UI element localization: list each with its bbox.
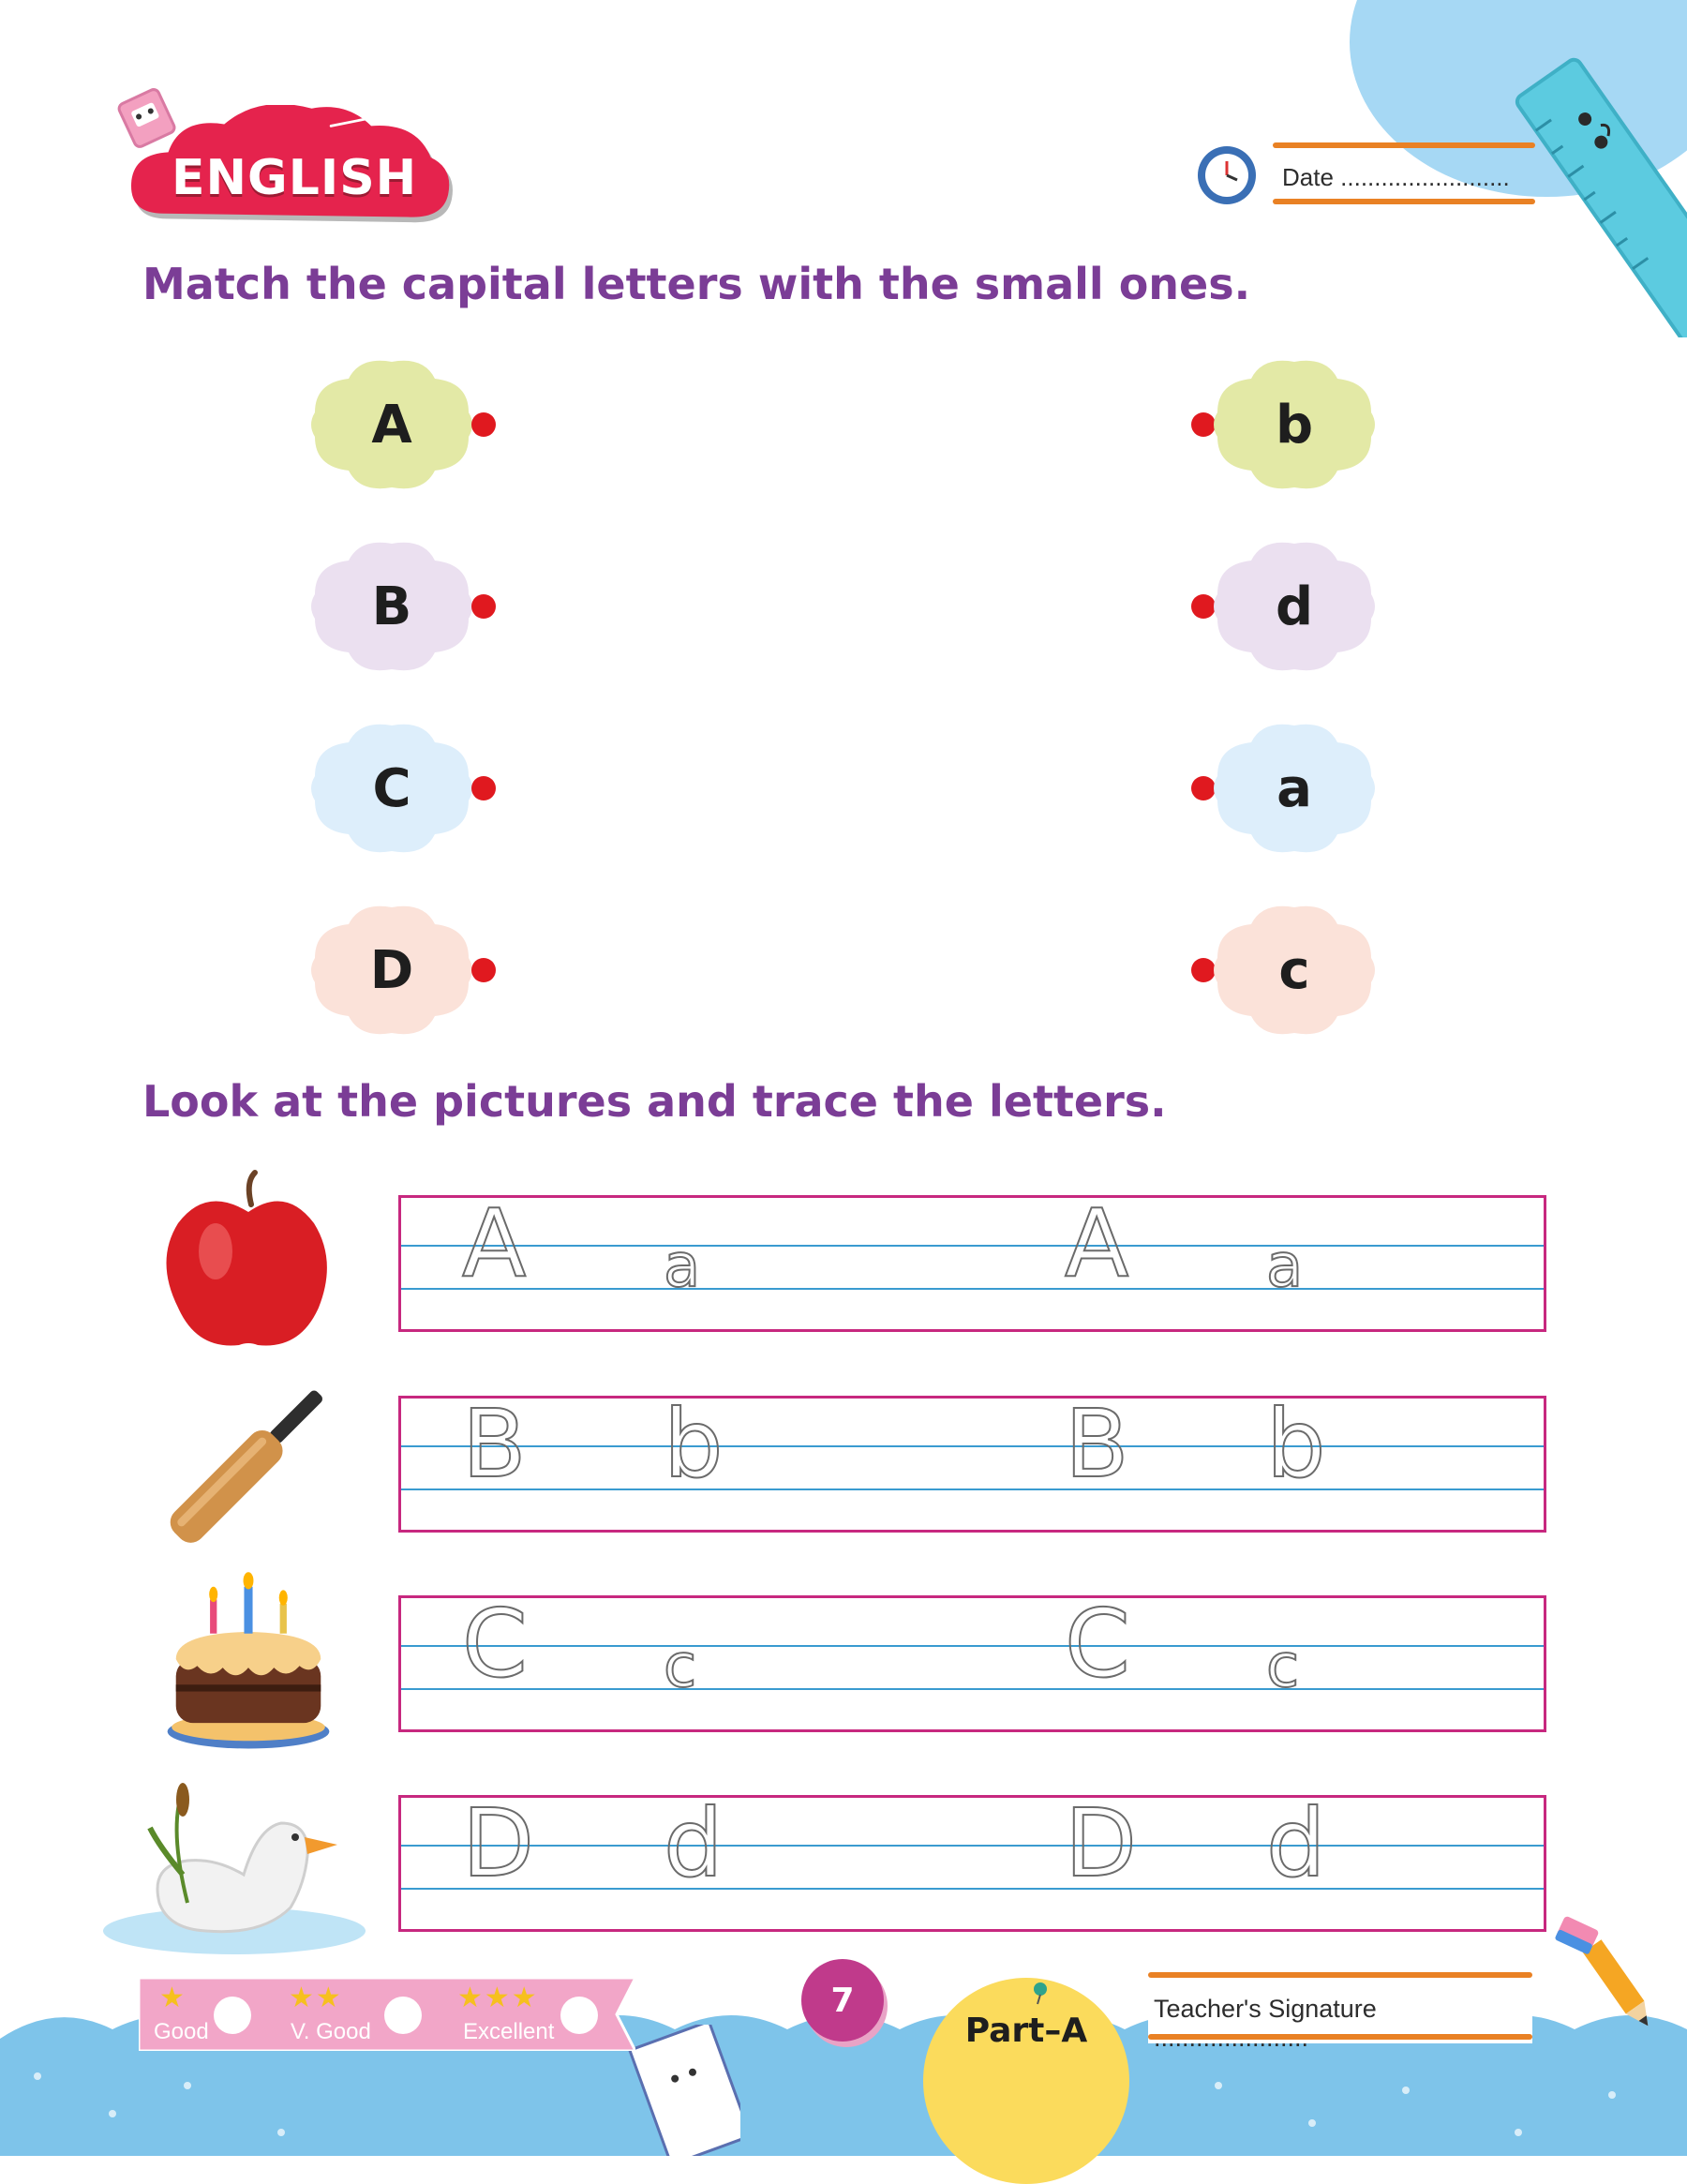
capital-letter: C xyxy=(372,757,411,819)
date-bottom-line xyxy=(1273,199,1535,204)
tracing-row[interactable] xyxy=(398,1189,1546,1332)
small-letter-card xyxy=(1214,718,1375,859)
capital-letter: B xyxy=(371,576,412,637)
capital-letter-card xyxy=(311,354,472,495)
trace-letter-upper: B xyxy=(462,1389,527,1499)
apple-icon xyxy=(141,1167,356,1354)
rating-vgood-label: V. Good xyxy=(291,2019,371,2044)
trace-letter-lower: d xyxy=(1266,1788,1326,1898)
match-dot-left[interactable] xyxy=(471,776,496,800)
subject-badge xyxy=(120,77,476,246)
small-letter-card xyxy=(1214,354,1375,495)
trace-letter-upper: C xyxy=(462,1589,528,1698)
trace-letter-upper: A xyxy=(462,1189,527,1298)
rating-bar xyxy=(139,1978,635,2051)
trace-letter-lower: b xyxy=(1266,1389,1326,1499)
rating-excellent-label: Excellent xyxy=(463,2019,555,2044)
capital-letter: A xyxy=(371,394,412,456)
three-stars-icon: ★★★ xyxy=(457,1982,539,2014)
subject-title: ENGLISH xyxy=(172,150,418,206)
match-dot-left[interactable] xyxy=(471,594,496,619)
capital-letter-card xyxy=(311,536,472,677)
trace-letter-upper: A xyxy=(1065,1189,1129,1298)
small-letter-card xyxy=(1214,900,1375,1040)
cake-icon xyxy=(141,1565,356,1753)
two-stars-icon: ★★ xyxy=(289,1982,343,2014)
capital-letter: D xyxy=(369,939,414,1001)
rating-vgood-circle[interactable] xyxy=(384,1997,422,2034)
clock-icon xyxy=(1198,146,1256,204)
small-letter: d xyxy=(1275,576,1314,637)
match-dot-right[interactable] xyxy=(1191,958,1216,982)
teacher-signature-field[interactable] xyxy=(1148,1968,1532,2043)
match-dot-left[interactable] xyxy=(471,412,496,437)
pencil-icon xyxy=(1546,1912,1678,2043)
match-dot-right[interactable] xyxy=(1191,412,1216,437)
part-label: Part–A xyxy=(964,2012,1088,2050)
match-dot-left[interactable] xyxy=(471,958,496,982)
small-letter: c xyxy=(1278,939,1310,1001)
match-instruction: Match the capital letters with the small ones. xyxy=(142,259,1251,309)
duck-icon xyxy=(94,1772,375,1959)
capital-letter-card xyxy=(311,718,472,859)
part-label-circle xyxy=(923,1978,1129,2184)
trace-letter-lower: a xyxy=(1266,1232,1304,1301)
sharpener-icon xyxy=(111,77,186,152)
trace-letter-lower: b xyxy=(664,1389,724,1499)
rating-good-circle[interactable] xyxy=(214,1997,251,2034)
teacher-signature-label: Teacher's Signature xyxy=(1154,1995,1377,2023)
star-icon: ★ xyxy=(159,1982,185,2014)
tracing-row[interactable] xyxy=(398,1389,1546,1533)
trace-letter-lower: c xyxy=(664,1632,697,1701)
small-letter: b xyxy=(1275,394,1314,456)
rating-good-label: Good xyxy=(154,2019,209,2044)
small-letter: a xyxy=(1276,757,1312,819)
tracing-row[interactable] xyxy=(398,1788,1546,1932)
small-letter-card xyxy=(1214,536,1375,677)
tracing-row[interactable] xyxy=(398,1589,1546,1732)
pin-icon xyxy=(1026,1978,1054,2006)
date-top-line xyxy=(1273,142,1535,148)
rating-excellent-circle[interactable] xyxy=(560,1997,598,2034)
trace-letter-upper: D xyxy=(462,1788,535,1898)
trace-letter-lower: a xyxy=(664,1232,701,1301)
cricket-bat-icon xyxy=(141,1373,356,1561)
trace-letter-lower: c xyxy=(1266,1632,1300,1701)
date-field[interactable] xyxy=(1198,141,1554,216)
page-number: 7 xyxy=(801,1959,884,2042)
date-label: Date ......................... xyxy=(1282,163,1510,191)
signature-top-line xyxy=(1148,1972,1532,1978)
trace-letter-upper: D xyxy=(1065,1788,1138,1898)
trace-letter-upper: B xyxy=(1065,1389,1129,1499)
signature-bottom-line xyxy=(1148,2034,1532,2040)
notepad-icon xyxy=(628,2025,740,2156)
trace-instruction: Look at the pictures and trace the letters. xyxy=(142,1076,1167,1127)
capital-letter-card xyxy=(311,900,472,1040)
trace-letter-upper: C xyxy=(1065,1589,1130,1698)
trace-letter-lower: d xyxy=(664,1788,724,1898)
match-dot-right[interactable] xyxy=(1191,594,1216,619)
match-dot-right[interactable] xyxy=(1191,776,1216,800)
